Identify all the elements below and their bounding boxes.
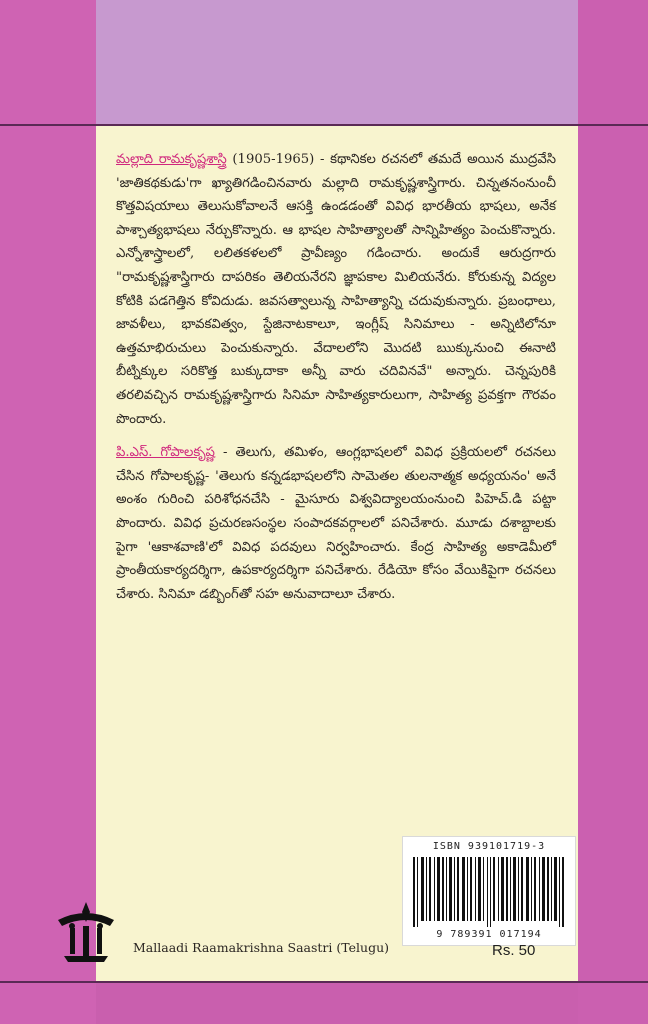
text-panel: [96, 126, 578, 981]
barcode: [402, 836, 576, 946]
paragraph-mallaadi: [116, 148, 556, 431]
price-label: Rs. 50: [492, 942, 536, 959]
right-magenta-band: [578, 0, 648, 1024]
author-name-gopalakrishna: పి.ఎస్. గోపాలకృష్ణ: [116, 445, 215, 461]
barcode-bars: [413, 857, 567, 927]
paragraph-gopalakrishna: [116, 441, 556, 606]
isbn-label: ISBN 939101719-3: [432, 841, 546, 852]
paragraph-body: - తెలుగు, తమిళం, ఆంగ్లభాషలలో వివిధ ప్రక్రియలలో రచనలు చేసిన గోపాలకృష్ణ- 'తెలుగు కన్నడభాషలలోని సామెతల తులనాత్మక అధ్యయనం' అనే అంశం గురించి పరిశోధనచేసి - మైసూరు విశ్వవిద్యాలయంనుంచి పిహెచ్.డి పట్టా పొందారు. వివిధ ప్రచురణసంస్థల సంపాదకవర్గాలలో పనిచేశారు. మూడు దశాబ్దాలకు పైగా 'ఆకాశవాణి'లో వివిధ పదవులు నిర్వహించారు. కేంద్ర సాహిత్య అకాడెమీలో ప్రాంతీయకార్యదర్శిగా, ఉపకార్యదర్శిగా పనిచేశారు. రేడియో కోసం వేయికిపైగా రచనలు చేశారు. సినిమా డబ్బింగ్‌తో సహ అనువాదాలూ చేశారు.: [116, 445, 556, 602]
bottom-divider: [0, 981, 648, 983]
left-magenta-band: [0, 0, 96, 1024]
book-title: Mallaadi Raamakrishna Saastri (Telugu): [133, 940, 389, 955]
body-text: [116, 148, 556, 616]
paragraph-body: (1905-1965) - కథానికల రచనలో తమదే అయిన ముద్రవేసి 'జాతికథకుడు'గా ఖ్యాతిగడించినవారు మల్లాది రామకృష్ణశాస్త్రిగారు. చిన్నతనంనుంచీ కొత్తవిషయాలు తెలుసుకోవాలనే ఆసక్తి ఉండడంతో వివిధ భారతీయ భాషలు, అనేక పాశ్చాత్యభాషలు నేర్చుకొన్నారు. ఆ భాషల సాహిత్యాలతో సాన్నిహిత్యం పెంచుకొన్నారు. ఎన్నోశాస్త్రాలలో, లలితకళలలో ప్రావీణ్యం గడించారు. అందుకే ఆరుద్రగారు "రామకృష్ణశాస్త్రిగారు దాపరికం తెలియనేరని జ్ఞాపకాల మిలియనేరు. కోరుకున్న విద్యల కోటికి పడగెత్తిన కోవిదుడు. జవసత్వాలున్న సాహిత్యాన్ని చదువుకున్నారు. ప్రబంధాలు, జావళీలు, భావకవిత్వం, స్టేజినాటకాలూ, ఇంగ్లీష్ సినిమాలు - అన్నిటిలోనూ ఉత్తమాభిరుచులు పెంచుకున్నారు. వేదాలలోని మొదటి ఋక్కునుంచి ఈనాటి బీట్నిక్కుల సరికొత్త బుక్కుదాకా అన్నీ వారు చదివినవే" అన్నారు. చెన్నపురికి తరలివచ్చిన రామకృష్ణశాస్త్రిగారు సినిమా సాహిత్యకారులుగా, సాహిత్య ప్రవక్తగా గౌరవం పొందారు.: [116, 152, 556, 427]
publisher-logo-icon: [50, 898, 122, 968]
author-name-mallaadi: మల్లాది రామకృష్ణశాస్త్రి: [116, 152, 227, 167]
barcode-number: 9 789391 017194: [436, 929, 542, 940]
top-lavender-band: [96, 0, 578, 125]
